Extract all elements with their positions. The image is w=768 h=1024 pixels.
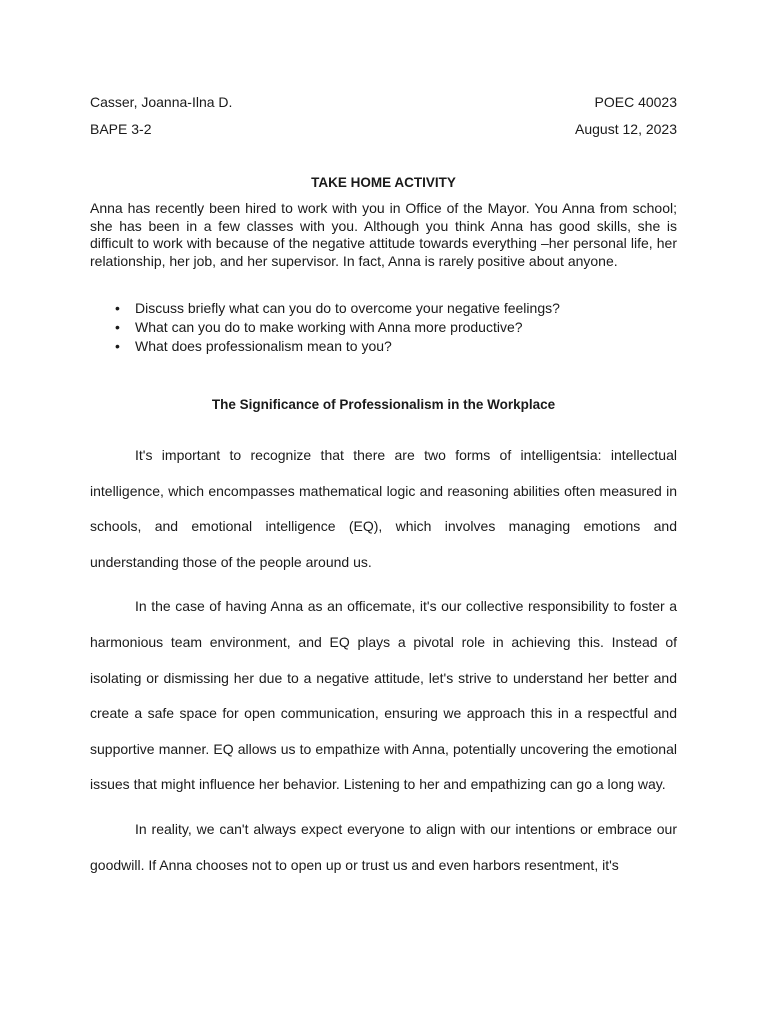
header-row-2 (90, 121, 677, 137)
student-name: Casser, Joanna-Ilna D. (90, 94, 233, 110)
question-text: Discuss briefly what can you do to overcome your negative feelings? (135, 300, 560, 316)
essay-title: The Significance of Professionalism in the Workplace (211, 397, 556, 412)
section: BAPE 3-2 (90, 121, 152, 137)
essay-paragraph: In the case of having Anna as an officemate, it's our collective responsibility to foster a harmonious team environment, and EQ plays a pivotal role in achieving this. Instead of isolating or dismissing her due to a negative attitude, let's strive to understand her better and create a safe space for open communication, ensuring we approach this in a respectful and supportive manner. EQ allows us to empathize with Anna, potentially uncovering the emotional issues that might influence her behavior. Listening to her and empathizing can go a long way. (90, 598, 677, 793)
question-list (90, 299, 677, 356)
activity-prompt: Anna has recently been hired to work with you in Office of the Mayor. You Anna from school; she has been in a few classes with you. Although you think Anna has good skills, she is difficult to work with because of the negative attitude towards everything –her personal life, her relationship, her job, and her supervisor. In fact, Anna is rarely positive about anyone. (90, 200, 677, 269)
essay-paragraph: In reality, we can't always expect everyone to align with our intentions or embrace our goodwill. If Anna chooses not to open up or trust us and even harbors resentment, it's (90, 820, 677, 873)
activity-title: TAKE HOME ACTIVITY (311, 175, 456, 190)
bullet-icon: • (115, 300, 120, 316)
question-item (90, 318, 677, 337)
course-code: POEC 40023 (594, 94, 677, 110)
essay-body (90, 438, 677, 892)
date: August 12, 2023 (575, 121, 677, 137)
essay-paragraph: It's important to recognize that there are two forms of intelligentsia: intellectual intelligence, which encompasses mathematical logic and reasoning abilities often measured in schools, and emotional intelligence (EQ), which involves managing emotions and understanding those of the people around us. (90, 447, 677, 570)
question-text: What does professionalism mean to you? (135, 338, 392, 354)
bullet-icon: • (115, 338, 120, 354)
header-row-1 (90, 94, 677, 110)
bullet-icon: • (115, 319, 120, 335)
question-text: What can you do to make working with Anna more productive? (135, 319, 523, 335)
question-item (90, 299, 677, 318)
question-item (90, 337, 677, 356)
